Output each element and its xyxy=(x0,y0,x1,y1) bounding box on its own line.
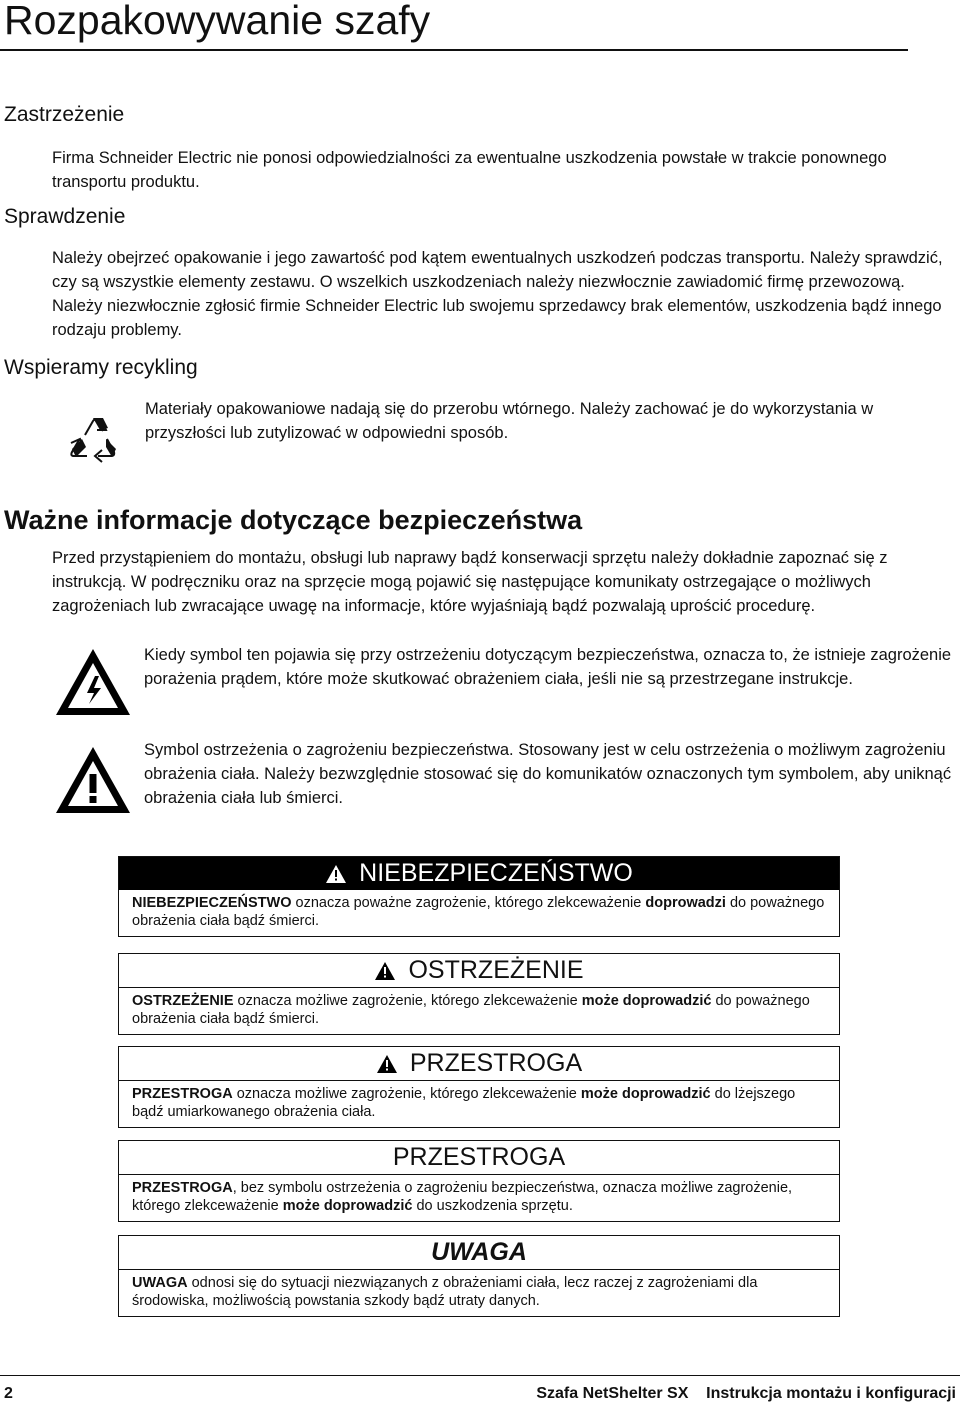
warning-box xyxy=(118,953,840,1035)
recycle-icon xyxy=(62,405,126,469)
caution-no-symbol-title: PRZESTROGA xyxy=(392,1143,566,1171)
danger-title: NIEBEZPIECZEŃSTWO xyxy=(359,859,633,887)
footer-doc-title: Szafa NetShelter SX Instrukcja montażu i konfiguracji xyxy=(536,1385,956,1402)
danger-header xyxy=(119,857,839,890)
danger-text: NIEBEZPIECZEŃSTWO oznacza poważne zagrożenie, którego zlekceważenie doprowadzi do poważnego obrażenia ciała bądź śmierci. xyxy=(132,895,825,929)
page-title: Rozpakowywanie szafy xyxy=(4,0,431,43)
recycling-heading: Wspieramy recykling xyxy=(4,356,198,379)
warning-triangle-icon xyxy=(376,1054,398,1074)
electric-shock-warning-icon xyxy=(53,646,133,718)
safety-alert-icon xyxy=(53,744,133,816)
notice-text: UWAGA odnosi się do sytuacji niezwiązanych z obrażeniami ciała, lecz raczej z zagrożeniami dla środowiska, możliwością powstania szkody bądź utraty danych. xyxy=(119,1269,839,1316)
notice-box xyxy=(118,1235,840,1317)
title-rule xyxy=(0,49,908,51)
warning-header xyxy=(119,954,839,987)
caution-no-symbol-header xyxy=(119,1141,839,1174)
warning-title: OSTRZEŻENIE xyxy=(408,956,584,984)
caution-no-symbol-box xyxy=(118,1140,840,1222)
footer-rule xyxy=(0,1375,960,1376)
warning-text: OSTRZEŻENIE oznacza możliwe zagrożenie, którego zlekceważenie może doprowadzić do poważnego obrażenia ciała bądź śmierci. xyxy=(119,987,839,1034)
safety-intro: Przed przystąpieniem do montażu, obsługi lub naprawy bądź konserwacji sprzętu należy dokładnie zapoznać się z instrukcją. W podręczniku oraz na sprzęcie mogą pojawić się następujące komunikaty ostrzegające o możliwych zagrożeniach lub zwracające uwagę na informacje, które wyjaśniają bądź pozwalają uprościć procedurę. xyxy=(52,549,888,615)
notice-title: UWAGA xyxy=(431,1238,527,1266)
check-text: Należy obejrzeć opakowanie i jego zawartość pod kątem ewentualnych uszkodzeń podczas transportu. Należy sprawdzić, czy są wszystkie elementy zestawu. O wszelkich uszkodzeniach należy niezwłocznie zawiadomić firmę przewozową. Należy niezwłocznie zgłosić firmie Schneider Electric lub swojemu sprzedawcy brak elementów, uszkodzenia bądź innego rodzaju problemy. xyxy=(52,249,943,339)
alert-text: Symbol ostrzeżenia o zagrożeniu bezpieczeństwa. Stosowany jest w celu ostrzeżenia o możliwym zagrożeniu obrażenia ciała. Należy bezwzględnie stosować się do komunikatów oznaczonych tym symbolem, aby uniknąć obrażenia ciała lub śmierci. xyxy=(144,741,952,807)
caution-title: PRZESTROGA xyxy=(409,1049,583,1077)
warning-triangle-icon xyxy=(374,961,396,981)
safety-heading: Ważne informacje dotyczące bezpieczeństwa xyxy=(4,505,583,535)
disclaimer-text: Firma Schneider Electric nie ponosi odpowiedzialności za ewentualne uszkodzenia powstałe w trakcie ponownego transportu produktu. xyxy=(52,149,887,191)
caution-no-symbol-text: PRZESTROGA, bez symbolu ostrzeżenia o zagrożeniu bezpieczeństwa, oznacza możliwe zagrożenie, którego zlekceważenie może doprowadzić do uszkodzenia sprzętu. xyxy=(119,1174,839,1221)
check-heading: Sprawdzenie xyxy=(4,205,126,228)
recycling-text: Materiały opakowaniowe nadają się do przerobu wtórnego. Należy zachować je do wykorzystania w przyszłości lub zutylizować w odpowiedni sposób. xyxy=(145,400,874,442)
disclaimer-heading: Zastrzeżenie xyxy=(4,103,125,126)
danger-box xyxy=(118,856,840,937)
shock-text: Kiedy symbol ten pojawia się przy ostrzeżeniu dotyczącym bezpieczeństwa, oznacza to, że istnieje zagrożenie porażenia prądem, które może skutkować obrażeniem ciała, jeśli nie są przestrzegane instrukcje. xyxy=(144,646,952,688)
page-number: 2 xyxy=(4,1385,13,1402)
caution-header xyxy=(119,1047,839,1080)
caution-text: PRZESTROGA oznacza możliwe zagrożenie, którego zlekceważenie może doprowadzić do lżejszego bądź umiarkowanego obrażenia ciała. xyxy=(119,1080,839,1127)
notice-header xyxy=(119,1236,839,1269)
caution-box xyxy=(118,1046,840,1128)
warning-triangle-icon xyxy=(325,864,347,884)
